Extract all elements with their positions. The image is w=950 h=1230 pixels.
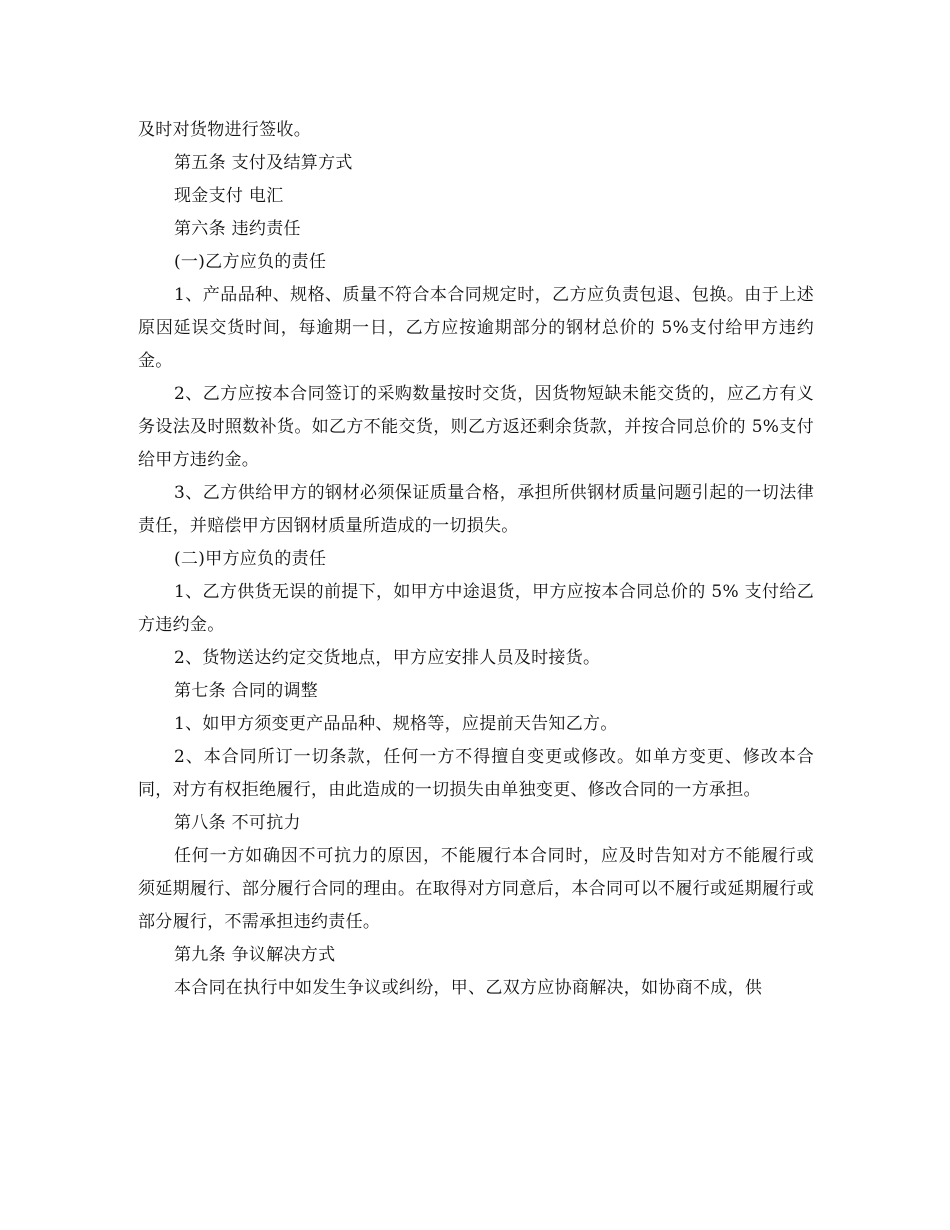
adjustment-clause-1: 1、如甲方须变更产品品种、规格等，应提前天告知乙方。 — [174, 714, 618, 734]
paragraph-continuation: 及时对货物进行签收。 — [138, 120, 311, 140]
article-9-heading: 第九条 争议解决方式 — [174, 945, 336, 965]
article-7-heading: 第七条 合同的调整 — [174, 681, 319, 701]
force-majeure-clause: 任何一方如确因不可抗力的原因，不能履行本合同时，应及时告知对方不能履行或须延期履行、部分履行合同的理由。在取得对方同意后，本合同可以不履行或延期履行或部分履行，不需承担违约责任。 — [138, 846, 814, 932]
party-b-clause-3: 3、乙方供给甲方的钢材必须保证质量合格，承担所供钢材质量问题引起的一切法律责任，并赔偿甲方因钢材质量所造成的一切损失。 — [138, 483, 814, 536]
party-a-liability-heading: (二)甲方应负的责任 — [174, 549, 327, 569]
party-b-liability-heading: (一)乙方应负的责任 — [174, 252, 327, 272]
article-5-heading: 第五条 支付及结算方式 — [174, 153, 353, 173]
article-6-heading: 第六条 违约责任 — [174, 219, 301, 239]
party-a-clause-1: 1、乙方供货无误的前提下，如甲方中途退货，甲方应按本合同总价的 5% 支付给乙方违约金。 — [138, 582, 814, 635]
party-b-clause-2: 2、乙方应按本合同签订的采购数量按时交货，因货物短缺未能交货的，应乙方有义务设法及时照数补货。如乙方不能交货，则乙方返还剩余货款，并按合同总价的 5%支付给甲方违约金。 — [138, 384, 814, 470]
payment-methods: 现金支付 电汇 — [174, 186, 284, 206]
party-b-clause-1: 1、产品品种、规格、质量不符合本合同规定时，乙方应负责包退、包换。由于上述原因延误交货时间，每逾期一日，乙方应按逾期部分的钢材总价的 5%支付给甲方违约金。 — [138, 285, 814, 371]
article-8-heading: 第八条 不可抗力 — [174, 813, 301, 833]
adjustment-clause-2: 2、本合同所订一切条款，任何一方不得擅自变更或修改。如单方变更、修改本合同，对方有权拒绝履行，由此造成的一切损失由单独变更、修改合同的一方承担。 — [138, 747, 814, 800]
contract-body — [138, 114, 814, 1005]
party-a-clause-2: 2、货物送达约定交货地点，甲方应安排人员及时接货。 — [174, 648, 601, 668]
dispute-clause: 本合同在执行中如发生争议或纠纷，甲、乙双方应协商解决，如协商不成，供 — [174, 978, 763, 998]
